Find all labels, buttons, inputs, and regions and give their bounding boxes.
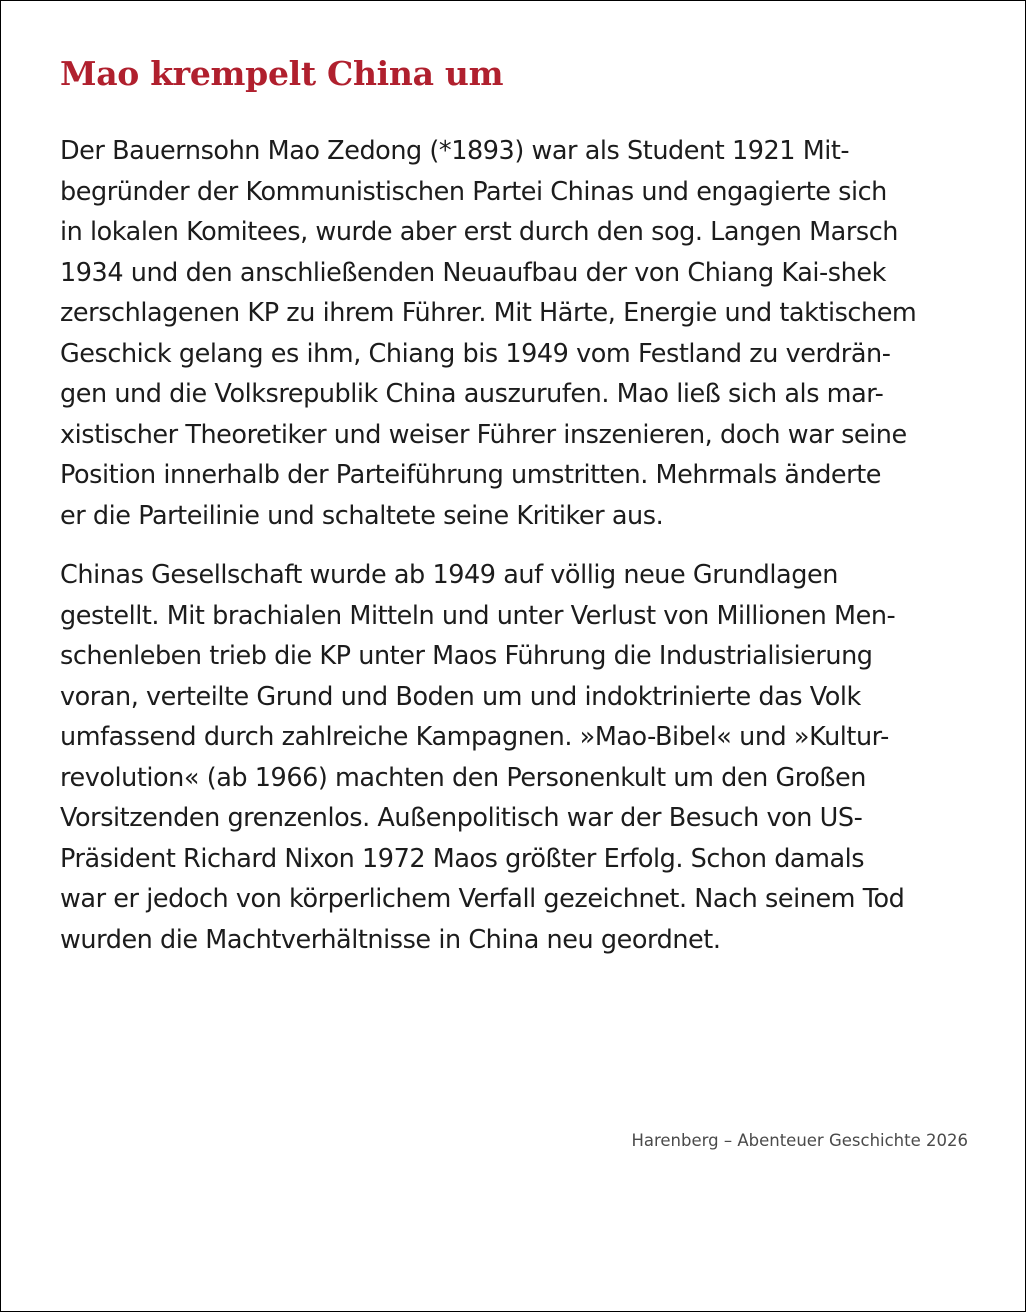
text-line: Der Bauernsohn Mao Zedong (*1893) war als Student 1921 Mit- — [60, 136, 850, 166]
publisher-credit: Harenberg – Abenteuer Geschichte 2026 — [631, 1131, 968, 1150]
text-line: Präsident Richard Nixon 1972 Maos größter Erfolg. Schon damals — [60, 843, 865, 874]
text-line: umfassend durch zahlreiche Kampagnen. »Mao-Bibel« und »Kultur- — [60, 722, 889, 752]
text-line: Position innerhalb der Parteiführung umstritten. Mehrmals änderte — [60, 460, 881, 490]
article-body — [60, 131, 990, 979]
text-line: begründer der Kommunistischen Partei Chinas und engagierte sich — [60, 176, 887, 207]
page-title: Mao krempelt China um — [60, 54, 504, 93]
text-line: revolution« (ab 1966) machten den Personenkult um den Großen — [60, 762, 866, 793]
text-line: in lokalen Komitees, wurde aber erst durch den sog. Langen Marsch — [60, 217, 899, 247]
text-line: gen und die Volksrepublik China auszurufen. Mao ließ sich als mar- — [60, 379, 884, 409]
text-line: Geschick gelang es ihm, Chiang bis 1949 vom Festland zu verdrän- — [60, 338, 891, 369]
text-line: voran, verteilte Grund und Boden um und indoktrinierte das Volk — [60, 681, 861, 712]
text-line: Vorsitzenden grenzenlos. Außenpolitisch war der Besuch von US- — [60, 803, 863, 833]
paragraph-1 — [60, 131, 990, 536]
text-line: zerschlagenen KP zu ihrem Führer. Mit Härte, Energie und taktischem — [60, 298, 917, 328]
text-line: xistischer Theoretiker und weiser Führer inszenieren, doch war seine — [60, 419, 907, 450]
text-line: 1934 und den anschließenden Neuaufbau der von Chiang Kai-shek — [60, 257, 886, 288]
text-line: Chinas Gesellschaft wurde ab 1949 auf völlig neue Grundlagen — [60, 560, 838, 590]
paragraph-2 — [60, 555, 990, 960]
text-line: gestellt. Mit brachialen Mitteln und unter Verlust von Millionen Men- — [60, 600, 896, 631]
text-line: war er jedoch von körperlichem Verfall gezeichnet. Nach seinem Tod — [60, 884, 905, 914]
text-line: er die Parteilinie und schaltete seine Kritiker aus. — [60, 500, 664, 531]
text-line: schenleben trieb die KP unter Maos Führung die Industrialisierung — [60, 641, 873, 671]
text-line: wurden die Machtverhältnisse in China neu geordnet. — [60, 924, 721, 955]
